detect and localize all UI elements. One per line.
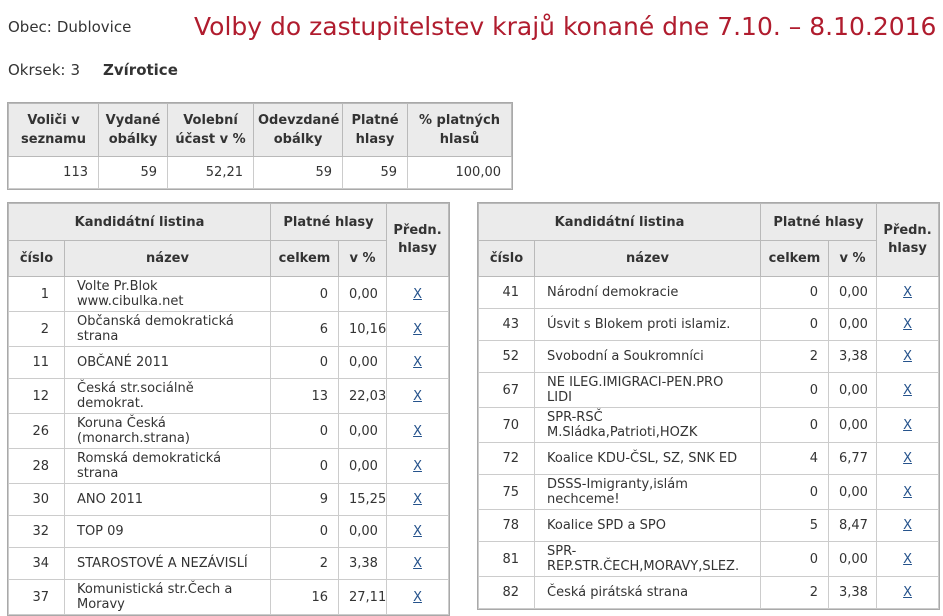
pref-votes-cell xyxy=(387,277,449,312)
votes-percent: 0,00 xyxy=(829,408,877,443)
party-number: 28 xyxy=(9,449,65,484)
precinct-label: Okrsek: xyxy=(8,61,66,79)
votes-percent: 0,00 xyxy=(339,347,387,379)
party-row xyxy=(9,312,449,347)
envelopes-issued-value: 59 xyxy=(99,157,168,189)
party-row xyxy=(9,379,449,414)
party-number: 34 xyxy=(9,548,65,580)
party-number: 26 xyxy=(9,414,65,449)
page-title: Volby do zastupitelstev krajů konané dne 7.10. – 8.10.2016 xyxy=(194,12,937,41)
col-header-number: číslo xyxy=(479,241,535,277)
party-row xyxy=(479,277,939,309)
party-rows-left xyxy=(9,277,449,615)
precinct-name: Zvírotice xyxy=(103,61,178,79)
party-number: 81 xyxy=(479,542,535,577)
pref-votes-link[interactable]: X xyxy=(413,458,422,474)
votes-percent: 0,00 xyxy=(339,449,387,484)
party-number: 78 xyxy=(479,510,535,542)
party-row xyxy=(479,542,939,577)
col-header-name: název xyxy=(535,241,761,277)
party-row xyxy=(479,309,939,341)
party-number: 70 xyxy=(479,408,535,443)
col-header-turnout-pct: Volební účast v % xyxy=(168,104,254,157)
pref-votes-link[interactable]: X xyxy=(903,451,912,466)
municipality-value: Dublovice xyxy=(56,18,132,36)
party-number: 37 xyxy=(9,580,65,615)
party-name: Volte Pr.Blok www.cibulka.net xyxy=(65,277,271,312)
party-number: 41 xyxy=(479,277,535,309)
party-row xyxy=(9,548,449,580)
voters-in-list-value: 113 xyxy=(9,157,99,189)
pref-votes-cell xyxy=(877,277,939,309)
votes-percent: 27,11 xyxy=(339,580,387,615)
party-name: Koalice KDU-ČSL, SZ, SNK ED xyxy=(535,443,761,475)
party-number: 82 xyxy=(479,577,535,609)
party-name: SPR-REP.STR.ČECH,MORAVY,SLEZ. xyxy=(535,542,761,577)
votes-percent: 22,03 xyxy=(339,379,387,414)
valid-votes-pct-value: 100,00 xyxy=(408,157,512,189)
pref-votes-cell xyxy=(877,341,939,373)
col-header-candidate-list: Kandidátní listina xyxy=(479,204,761,241)
pref-votes-cell xyxy=(387,347,449,379)
votes-total: 2 xyxy=(271,548,339,580)
col-header-votes-pct: v % xyxy=(829,241,877,277)
pref-votes-cell xyxy=(877,475,939,510)
col-header-name: název xyxy=(65,241,271,277)
votes-total: 0 xyxy=(761,408,829,443)
pref-votes-link[interactable]: X xyxy=(413,524,422,539)
party-name: Svobodní a Soukromníci xyxy=(535,341,761,373)
votes-percent: 10,16 xyxy=(339,312,387,347)
pref-votes-cell xyxy=(877,443,939,475)
summary-header-row xyxy=(9,104,512,157)
col-header-valid-votes-pct: % platných hlasů xyxy=(408,104,512,157)
party-number: 2 xyxy=(9,312,65,347)
votes-total: 2 xyxy=(761,577,829,609)
pref-votes-cell xyxy=(877,309,939,341)
pref-votes-cell xyxy=(387,312,449,347)
votes-total: 0 xyxy=(271,516,339,548)
party-row xyxy=(9,277,449,312)
valid-votes-value: 59 xyxy=(343,157,408,189)
votes-percent: 0,00 xyxy=(829,277,877,309)
votes-total: 0 xyxy=(761,475,829,510)
pref-votes-link[interactable]: X xyxy=(903,317,912,332)
col-header-valid-votes: Platné hlasy xyxy=(343,104,408,157)
col-header-envelopes-issued: Vydané obálky xyxy=(99,104,168,157)
votes-total: 0 xyxy=(271,347,339,379)
party-name: Národní demokracie xyxy=(535,277,761,309)
party-name: ANO 2011 xyxy=(65,484,271,516)
party-number: 67 xyxy=(479,373,535,408)
precinct-number: 3 xyxy=(70,61,80,79)
party-name: NE ILEG.IMIGRACI-PEN.PRO LIDI xyxy=(535,373,761,408)
party-number: 43 xyxy=(479,309,535,341)
pref-votes-cell xyxy=(877,577,939,609)
party-name: Komunistická str.Čech a Moravy xyxy=(65,580,271,615)
votes-percent: 15,25 xyxy=(339,484,387,516)
pref-votes-cell xyxy=(387,516,449,548)
votes-total: 2 xyxy=(761,341,829,373)
votes-total: 9 xyxy=(271,484,339,516)
municipality-line xyxy=(8,18,131,36)
party-header-row-top xyxy=(479,204,939,241)
votes-percent: 0,00 xyxy=(339,277,387,312)
votes-total: 13 xyxy=(271,379,339,414)
pref-votes-link[interactable]: X xyxy=(413,388,422,404)
party-results-table-right xyxy=(477,202,940,610)
pref-votes-link[interactable]: X xyxy=(903,484,912,500)
pref-votes-link[interactable]: X xyxy=(413,492,422,507)
party-name: TOP 09 xyxy=(65,516,271,548)
party-row xyxy=(479,373,939,408)
pref-votes-link[interactable]: X xyxy=(903,585,912,600)
pref-votes-cell xyxy=(877,542,939,577)
votes-total: 0 xyxy=(761,542,829,577)
party-name: Česká pirátská strana xyxy=(535,577,761,609)
pref-votes-link[interactable]: X xyxy=(903,518,912,533)
party-number: 30 xyxy=(9,484,65,516)
pref-votes-link[interactable]: X xyxy=(903,285,912,300)
pref-votes-link[interactable]: X xyxy=(903,417,912,433)
party-number: 75 xyxy=(479,475,535,510)
party-number: 11 xyxy=(9,347,65,379)
col-header-valid-votes-group: Platné hlasy xyxy=(271,204,387,241)
votes-percent: 3,38 xyxy=(339,548,387,580)
precinct-line xyxy=(8,61,178,79)
votes-percent: 0,00 xyxy=(829,475,877,510)
party-name: OBČANÉ 2011 xyxy=(65,347,271,379)
votes-total: 0 xyxy=(271,414,339,449)
party-row xyxy=(9,347,449,379)
pref-votes-link[interactable]: X xyxy=(903,382,912,398)
party-row xyxy=(9,414,449,449)
votes-percent: 0,00 xyxy=(829,373,877,408)
party-name: DSSS-Imigranty,islám nechceme! xyxy=(535,475,761,510)
pref-votes-link[interactable]: X xyxy=(903,551,912,567)
party-name: Koruna Česká (monarch.strana) xyxy=(65,414,271,449)
party-name: SPR-RSČ M.Sládka,Patrioti,HOZK xyxy=(535,408,761,443)
col-header-votes-pct: v % xyxy=(339,241,387,277)
votes-percent: 0,00 xyxy=(339,414,387,449)
party-number: 32 xyxy=(9,516,65,548)
party-row xyxy=(9,580,449,615)
party-name: Romská demokratická strana xyxy=(65,449,271,484)
pref-votes-link[interactable]: X xyxy=(413,286,422,302)
party-results-table-left xyxy=(7,202,450,616)
votes-percent: 3,38 xyxy=(829,341,877,373)
pref-votes-cell xyxy=(387,379,449,414)
turnout-pct-value: 52,21 xyxy=(168,157,254,189)
votes-total: 16 xyxy=(271,580,339,615)
party-rows-right xyxy=(479,277,939,609)
party-row xyxy=(479,443,939,475)
votes-percent: 0,00 xyxy=(829,542,877,577)
party-header-row-sub xyxy=(9,241,449,277)
party-row xyxy=(479,475,939,510)
col-header-pref-votes: Předn. hlasy xyxy=(387,204,449,277)
party-row xyxy=(9,516,449,548)
votes-percent: 6,77 xyxy=(829,443,877,475)
votes-percent: 3,38 xyxy=(829,577,877,609)
pref-votes-link[interactable]: X xyxy=(413,355,422,370)
party-number: 12 xyxy=(9,379,65,414)
pref-votes-cell xyxy=(387,414,449,449)
pref-votes-cell xyxy=(877,510,939,542)
turnout-summary-table xyxy=(7,102,513,190)
party-row xyxy=(9,484,449,516)
votes-total: 0 xyxy=(761,309,829,341)
votes-total: 4 xyxy=(761,443,829,475)
votes-total: 6 xyxy=(271,312,339,347)
pref-votes-cell xyxy=(387,580,449,615)
party-name: Úsvit s Blokem proti islamiz. xyxy=(535,309,761,341)
col-header-valid-votes-group: Platné hlasy xyxy=(761,204,877,241)
pref-votes-link[interactable]: X xyxy=(413,556,422,571)
col-header-voters-in-list: Voliči v seznamu xyxy=(9,104,99,157)
pref-votes-link[interactable]: X xyxy=(413,589,422,605)
votes-total: 0 xyxy=(271,277,339,312)
votes-percent: 8,47 xyxy=(829,510,877,542)
col-header-pref-votes: Předn. hlasy xyxy=(877,204,939,277)
pref-votes-cell xyxy=(387,449,449,484)
votes-percent: 0,00 xyxy=(339,516,387,548)
party-number: 1 xyxy=(9,277,65,312)
pref-votes-link[interactable]: X xyxy=(413,423,422,439)
votes-percent: 0,00 xyxy=(829,309,877,341)
votes-total: 5 xyxy=(761,510,829,542)
col-header-candidate-list: Kandidátní listina xyxy=(9,204,271,241)
col-header-votes-total: celkem xyxy=(761,241,829,277)
party-number: 72 xyxy=(479,443,535,475)
pref-votes-link[interactable]: X xyxy=(413,321,422,337)
party-header-row-top xyxy=(9,204,449,241)
pref-votes-cell xyxy=(387,548,449,580)
party-row xyxy=(479,341,939,373)
party-row xyxy=(479,408,939,443)
pref-votes-cell xyxy=(877,373,939,408)
pref-votes-cell xyxy=(387,484,449,516)
party-row xyxy=(479,510,939,542)
party-number: 52 xyxy=(479,341,535,373)
party-name: Občanská demokratická strana xyxy=(65,312,271,347)
party-name: Koalice SPD a SPO xyxy=(535,510,761,542)
votes-total: 0 xyxy=(761,373,829,408)
votes-total: 0 xyxy=(761,277,829,309)
pref-votes-cell xyxy=(877,408,939,443)
col-header-number: číslo xyxy=(9,241,65,277)
party-row xyxy=(479,577,939,609)
envelopes-cast-value: 59 xyxy=(254,157,343,189)
col-header-envelopes-cast: Odevzdané obálky xyxy=(254,104,343,157)
party-row xyxy=(9,449,449,484)
votes-total: 0 xyxy=(271,449,339,484)
municipality-label: Obec: xyxy=(8,18,52,36)
party-name: STAROSTOVÉ A NEZÁVISLÍ xyxy=(65,548,271,580)
party-header-row-sub xyxy=(479,241,939,277)
pref-votes-link[interactable]: X xyxy=(903,349,912,364)
col-header-votes-total: celkem xyxy=(271,241,339,277)
party-name: Česká str.sociálně demokrat. xyxy=(65,379,271,414)
summary-values-row xyxy=(9,157,512,189)
